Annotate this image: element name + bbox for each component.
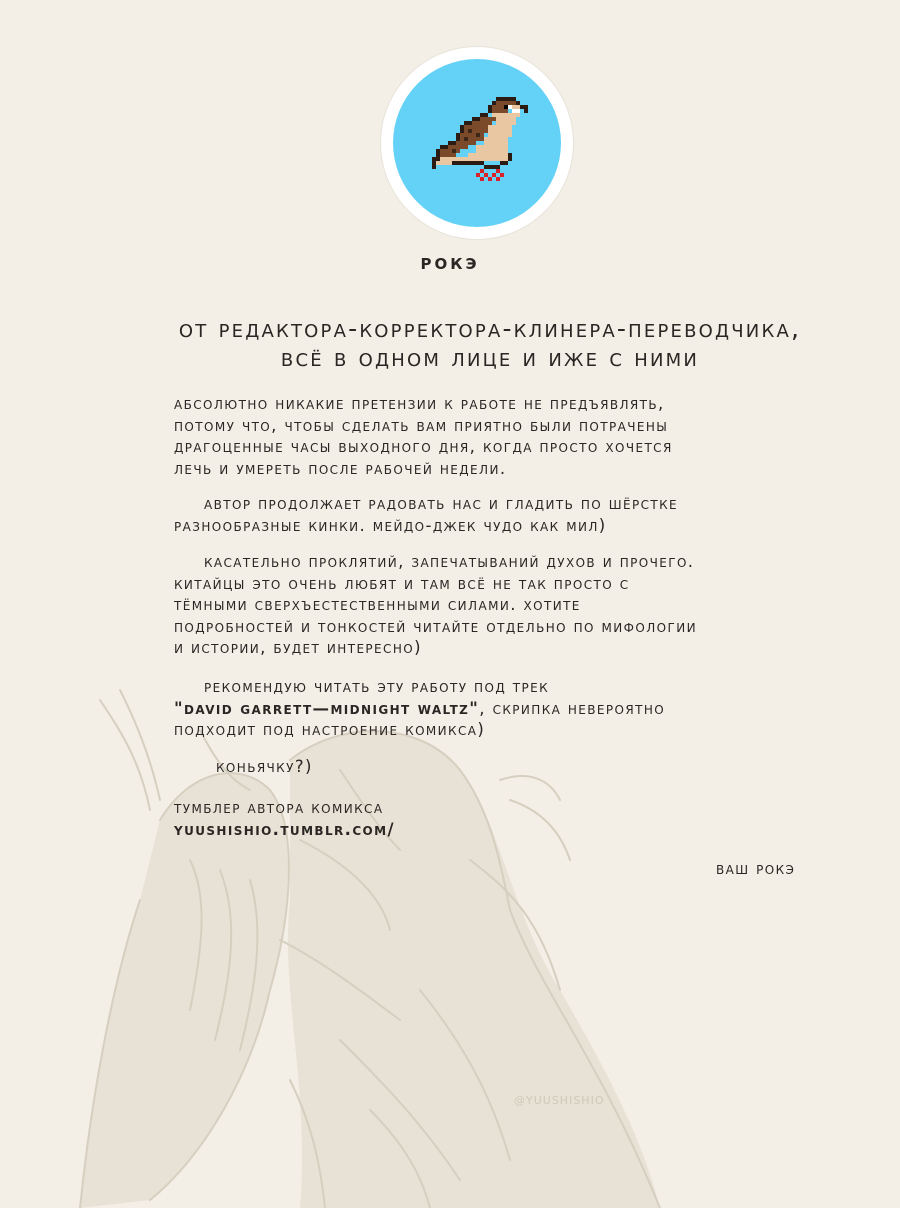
- background-illustration: [40, 660, 680, 1208]
- paragraph-curses: [174, 551, 697, 659]
- paragraph-line: подходит под настроение комикса): [174, 720, 486, 739]
- track-note: , скрипка невероятно: [479, 698, 666, 718]
- paragraph-line: и истории, будет интересно): [174, 638, 422, 657]
- paragraph-cognac: [174, 756, 313, 778]
- avatar: [381, 47, 573, 239]
- signature: ваш рокэ: [716, 859, 796, 878]
- paragraph-line: тумблер автора комикса: [174, 798, 384, 817]
- track-title: "david garrett—midnight waltz": [174, 698, 480, 718]
- author-name: рокэ: [420, 250, 480, 275]
- paragraph-disclaimer: [174, 393, 673, 479]
- page-heading: [110, 314, 870, 372]
- tumblr-link[interactable]: yuushishio.tumblr.com/: [174, 819, 395, 839]
- watermark: @YUUSHISHIO: [514, 1094, 605, 1107]
- paragraph-line: тёмными сверхъестественными силами. хотите: [174, 595, 581, 614]
- paragraph-line: коньячку?): [216, 757, 313, 776]
- paragraph-line: китайцы это очень любят и там всё не так просто с: [174, 573, 630, 593]
- pixel-sparrow-icon: [420, 85, 536, 201]
- paragraph-line: касательно проклятий, запечатываний духов и прочего.: [204, 552, 695, 571]
- paragraph-line: рекомендую читать эту работу под трек: [204, 677, 550, 696]
- paragraph-line: разнообразные кинки. мейдо-джек чудо как мил): [174, 515, 607, 535]
- paragraph-line: драгоценные часы выходного дня, когда просто хочется: [174, 437, 673, 456]
- paragraph-tumblr: [174, 797, 395, 840]
- heading-line-1: от редактора-корректора-клинера-переводчика,: [178, 314, 802, 343]
- paragraph-line: автор продолжает радовать нас и гладить по шёрстке: [204, 494, 679, 513]
- paragraph-line: лечь и умереть после рабочей недели.: [174, 458, 507, 478]
- heading-line-2: всё в одном лице и иже с ними: [280, 343, 700, 372]
- paragraph-line: [174, 698, 665, 720]
- paragraph-line: потому что, чтобы сделать вам приятно были потрачены: [174, 415, 669, 435]
- paragraph-line: подробностей и тонкостей читайте отдельно по мифологии: [174, 616, 697, 636]
- paragraph-line: абсолютно никакие претензии к работе не предъявлять,: [174, 394, 665, 413]
- paragraph-author-kinks: [174, 493, 678, 536]
- avatar-background: [393, 59, 561, 227]
- paragraph-music-recommendation: [174, 676, 665, 741]
